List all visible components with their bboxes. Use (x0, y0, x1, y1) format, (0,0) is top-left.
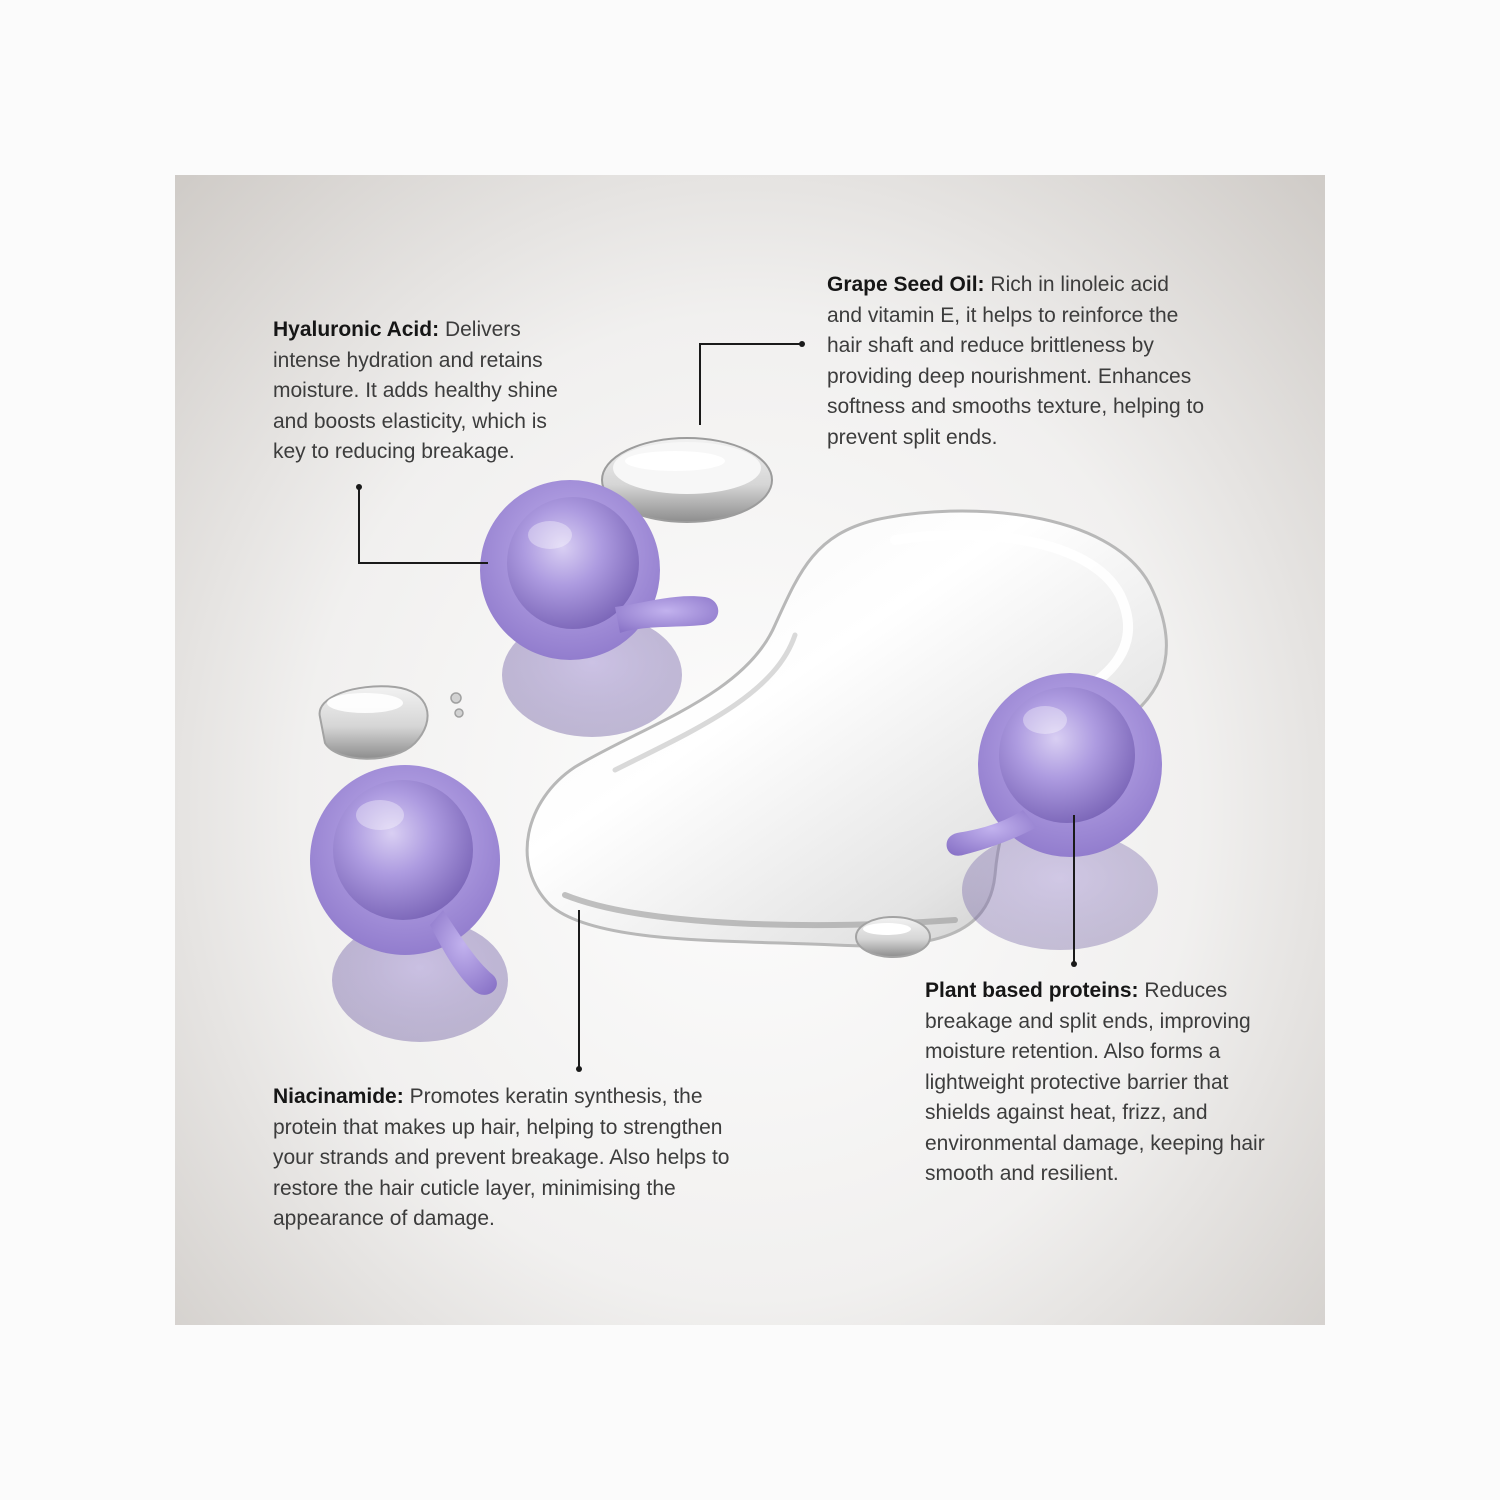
leader-line-niacinamide (578, 910, 580, 1070)
leader-line-plant-proteins (1073, 815, 1075, 965)
callout-hyaluronic-acid (273, 315, 573, 468)
callout-grape-seed-oil (827, 270, 1207, 453)
leader-line-hyaluronic-vertical (358, 487, 360, 563)
leader-dot-niacinamide (576, 1066, 582, 1072)
clear-drop-left (320, 686, 463, 758)
callout-plant-based-proteins (925, 976, 1270, 1190)
callout-heading: Hyaluronic Acid: (273, 318, 440, 341)
callout-body: Delivers intense hydration and retains moisture. It adds healthy shine and boosts elasticity, which is key to reducing breakage. (273, 318, 558, 463)
leader-dot-plant-proteins (1071, 961, 1077, 967)
product-ingredients-panel (175, 175, 1325, 1325)
callout-body: Rich in linoleic acid and vitamin E, it helps to reinforce the hair shaft and reduce brittleness by providing deep nourishment. Enhances softness and smooths texture, helping to prevent split ends. (827, 273, 1205, 449)
callout-niacinamide (273, 1082, 743, 1235)
callout-heading: Plant based proteins: (925, 979, 1139, 1002)
callout-body: Reduces breakage and split ends, improving moisture retention. Also forms a lightweight protective barrier that shields against heat, frizz, and environmental damage, keeping hair smooth and resilient. (925, 979, 1265, 1185)
leader-line-grape-seed (699, 343, 803, 345)
clear-drop-right (856, 917, 930, 957)
callout-heading: Grape Seed Oil: (827, 273, 985, 296)
leader-line-grape-seed-vertical (699, 343, 701, 425)
leader-line-hyaluronic (358, 562, 488, 564)
leader-dot-grape-seed (799, 341, 805, 347)
callout-body: Promotes keratin synthesis, the protein that makes up hair, helping to strengthen your strands and prevent breakage. Also helps to restore the hair cuticle layer, minimising the appearance of damage. (273, 1085, 730, 1230)
callout-heading: Niacinamide: (273, 1085, 404, 1108)
